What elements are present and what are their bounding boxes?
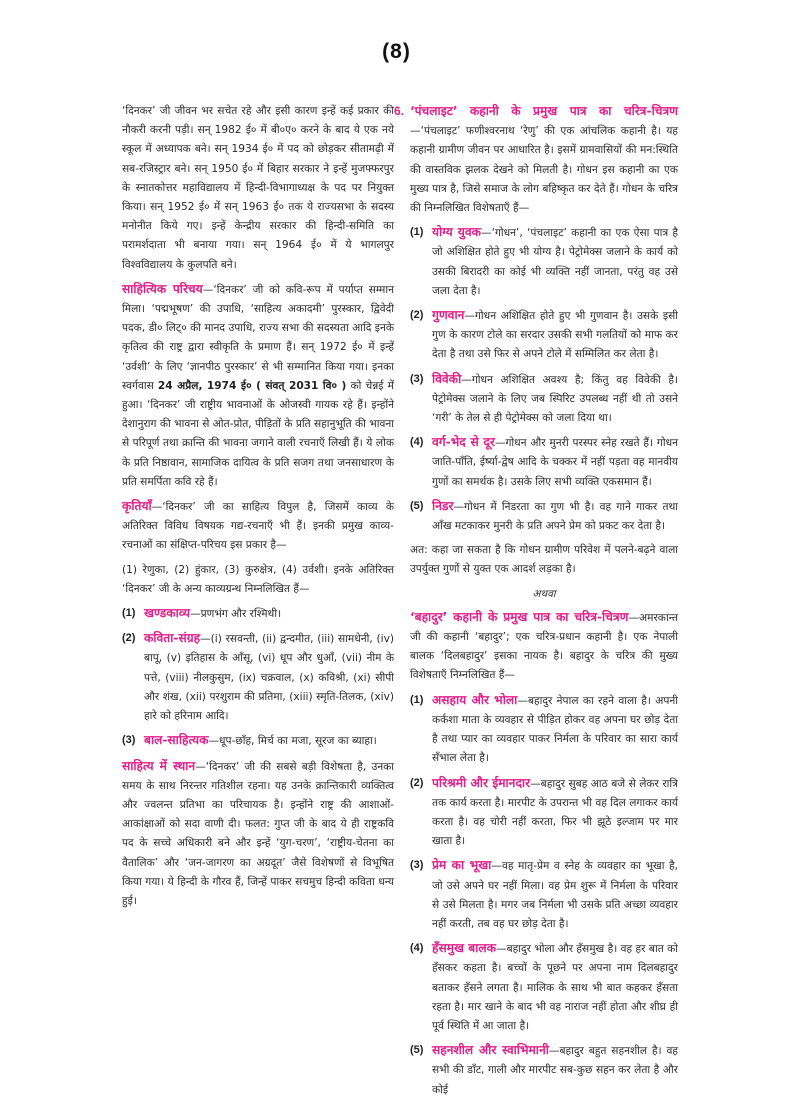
death-date: 24 अप्रैल, 1974 ई० ( संवत् 2031 वि० ) <box>157 379 347 392</box>
list-item <box>122 731 394 751</box>
list-item-heading: हँसमुख बालक <box>432 941 496 956</box>
question-6-heading: ‘पंचलाइट’ कहानी के प्रमुख पात्र का चरित्र-चित्रण <box>410 104 678 118</box>
question-number: 6. <box>394 104 405 118</box>
list-item-number: (1) <box>410 226 424 239</box>
list-item-text: —धूप-छाँह, मिर्च का मजा, सूरज का ब्याहा। <box>208 735 377 748</box>
list-item <box>410 223 678 301</box>
list-item-heading: असहाय और भोला <box>432 692 518 707</box>
bahadur-section <box>410 608 678 686</box>
or-divider: अथवा <box>532 587 556 600</box>
list-item-heading: कविता-संग्रह <box>144 631 201 646</box>
list-item <box>410 1041 678 1100</box>
list-item-number: (5) <box>410 1044 424 1057</box>
list-item <box>410 306 678 365</box>
right-column <box>394 102 679 1105</box>
literary-place-text: —‘दिनकर’ जी की सबसे बड़ी विशेषता है, उनका समय के साथ निरन्तर गतिशील रहना। यह उनके क्रान्तिकारी व्यक्तित्व और ज्वलन्त प्रतिभा का परिचायक है। इन्होंने राष्ट्र की आशाओं-आकांक्षाओं को सदा वाणी दी। फलत: गुप्त जी के बाद ये ही राष्ट्रकवि पद के सच्चे अधिकारी बने और इन्हें ‘युग-चरण’, ‘राष्ट्रीय-चेतना का वैतालिक’ और ‘जन-जागरण का अग्रदूत’ जैसे विशेषणों से विभूषित किया गया। ये हिन्दी के गौरव हैं, जिन्हें पाकर सचमुच हिन्दी कविता धन्य हुई। <box>122 760 395 907</box>
list-item-text: —बहादुर सुबह आठ बजे से लेकर रात्रि तक कार्य करता है। मारपीट के उपरान्त भी वह दिल लगाकर कार्य करता है। वह चोरी नहीं करता, फिर भी झूठे इल्जाम पर मार खाता है। <box>432 777 678 848</box>
list-item-number: (5) <box>410 499 424 512</box>
question-6-section <box>394 102 678 218</box>
list-item <box>410 774 678 852</box>
list-item-text: —बहादुर बहुत सहनशील है। वह सभी की डाँट, गाली और मारपीट सब-कुछ सहन कर लेता है और कोई <box>432 1045 678 1096</box>
works-main-list: (1) रेणुका, (2) हुंकार, (3) कुरुक्षेत्र, (4) उर्वशी। इनके अतिरिक्त ‘दिनकर’ जी के अन्य काव्यग्रन्थ निम्नलिखित हैं— <box>122 563 394 595</box>
list-item-text: —बहादुर भोला और हँसमुख है। वह हर बात को हँसकर कहता है। बच्चों के पूछने पर अपना नाम दिलबहादुर बताकर हँसने लगता है। मालिक के साथ भी बात कहकर हँसता रहता है। मार खाने के बाद भी वह नाराज नहीं होता और शीघ्र ही पूर्व स्थिति में आ जाता है। <box>432 943 679 1032</box>
list-item-number: (3) <box>410 859 424 872</box>
list-item <box>410 433 678 492</box>
works-text: —‘दिनकर’ जी का साहित्य विपुल है, जिसमें काव्य के अतिरिक्त विविध विषयक गद्य-रचनाएँ भी हैं। इनकी प्रमुख काव्य-रचनाओं का संक्षिप्त-परिचय इस प्रकार है— <box>122 501 394 552</box>
list-item-heading: खण्डकाव्य <box>144 606 191 621</box>
list-item-heading: प्रेम का भूखा <box>432 858 492 873</box>
list-item-text: —‘गोधन’, ‘पंचलाइट’ कहानी का एक ऐसा पात्र है जो अशिक्षित होते हुए भी योग्य है। पेट्रोमेक्स जलाने के कार्य को उसकी बिरादरी का कोई भी व्यक्ति नहीं जानता, परंतु वह उसे जला देता है। <box>432 227 678 297</box>
list-item-text: —प्रणभंग और रश्मिथी। <box>190 608 282 621</box>
list-item <box>122 604 394 624</box>
list-item-heading: विवेकी <box>432 371 462 386</box>
literary-place-heading: साहित्य में स्थान <box>122 758 196 773</box>
list-item <box>410 939 678 1036</box>
list-item-text: —गोधन और मुनरी परस्पर स्नेह रखते हैं। गोधन जाति-पाँति, ईर्ष्या-द्वेष आदि के चक्कर में नहीं पड़ता वह मानवीय गुणों का समर्थक है। उसके लिए सभी व्यक्ति एकसमान हैं। <box>432 437 678 488</box>
literary-intro-heading: साहित्यिक परिचय <box>122 281 203 296</box>
list-item-text: —गोधन में निडरता का गुण भी है। वह गाने गाकर तथा आँख मटकाकर मुनरी के प्रति अपने प्रेम को प्रकट कर देता है। <box>432 500 678 533</box>
list-item-number: (3) <box>122 734 136 747</box>
question-6-intro: —‘पंचलाइट’ फणीश्वरनाथ ‘रेणु’ की एक आंचलिक कहानी है। यह कहानी ग्रामीण जीवन पर आधारित है। इसमें ग्रामवासियों की मन:स्थिति की वास्तविक झलक देखने को मिलती है। गोधन इस कहानी का एक मुख्य पात्र है, जिसे समाज के लोग बहिष्कृत कर देते हैं। गोधन के चरित्र की निम्नलिखित विशेषताएँ हैं— <box>410 125 678 215</box>
list-item-heading: परिश्रमी और ईमानदार <box>432 775 531 790</box>
list-item-number: (4) <box>410 436 424 449</box>
list-item-heading: सहनशील और स्वाभिमानी <box>432 1043 549 1058</box>
list-item-text: —गोधन अशिक्षित अवश्य है; किंतु वह विवेकी है। पेट्रोमेक्स जलाने के लिए जब स्पिरिट उपलब्ध नहीं थी तो उसने ‘गरी’ के तेल से ही पेट्रोमेक्स को जला दिया था। <box>432 373 678 425</box>
literary-intro-text-cont: को चेन्नई में हुआ। ‘दिनकर’ जी राष्ट्रीय भावनाओं के ओजस्वी गायक रहे हैं। इन्होंने देशानुराग की भावना से ओत-प्रोत, पीड़ितों के प्रति सहानुभूति की भावना से परिपूर्ण तथा क्रान्ति की भावना जगाने वाली रचनाएँ लिखी हैं। ये लोक के प्रति निष्ठावान, सामाजिक दायित्व के प्रति सजग तथा जनसाधारण के प्रति समर्पिता कवि रहे हैं। <box>122 379 394 488</box>
bahadur-intro: —अमरकान्त जी की कहानी ‘बहादुर’; एक चरित्र-प्रधान कहानी है। एक नेपाली बालक ‘दिलबहादुर’ इसका नायक है। बहादुर के चरित्र की मुख्य विशेषताएँ निम्नलिखित हैं— <box>410 611 678 682</box>
works-section <box>122 497 394 556</box>
list-item-number: (2) <box>122 632 136 645</box>
list-item <box>410 370 678 429</box>
literary-place-section <box>122 757 394 912</box>
list-item <box>410 856 678 934</box>
list-item-number: (4) <box>410 942 424 955</box>
list-item-number: (1) <box>122 607 136 620</box>
list-item-heading: वर्ग-भेद से दूर <box>432 435 495 450</box>
bahadur-heading: ‘बहादुर’ कहानी के प्रमुख पात्र का चरित्र-चित्रण <box>410 609 629 624</box>
question-6-conclusion: अत: कहा जा सकता है कि गोधन ग्रामीण परिवेश में पलने-बढ़ने वाला उपर्युक्त गुणों से युक्त एक आदर्श लड़का है। <box>410 544 678 576</box>
list-item-number: (1) <box>410 693 424 706</box>
list-item-number: (2) <box>410 309 424 322</box>
literary-intro-text: —‘दिनकर’ जी को कवि-रूप में पर्याप्त सम्मान मिला। ‘पद्मभूषण’ की उपाधि, ‘साहित्य अकादमी’ पुरस्कार, द्विवेदी पदक, डी० लिट्० की मानद उपाधि, राज्य सभा की सदस्यता आदि इनके कृतित्व की राष्ट्र द्वारा स्वीकृति के प्रमाण हैं। सन् 1972 ई० में इन्हें ‘उर्वशी’ के लिए ‘ज्ञानपीठ पुरस्कार’ से भी सम्मानित किया गया। इनका स्वर्गवास <box>122 283 394 392</box>
list-item-text: —वह मातृ-प्रेम व स्नेह के व्यवहार का भूखा है, जो उसे अपने घर नहीं मिला। वह प्रेम शुरू में निर्मला के परिवार से उसे मिलता है। मगर जब निर्मला भी उसके प्रति अच्छा व्यवहार नहीं करती, तब वह घर छोड़ देता है। <box>432 860 678 930</box>
list-item-heading: निडर <box>432 498 454 513</box>
left-column <box>122 102 394 916</box>
list-item-text: —बहादुर नेपाल का रहने वाला है। अपनी कर्कशा माता के व्यवहार से पीड़ित होकर वह अपना घर छोड़ देता है तथा प्यार का व्यवहार पाकर निर्मला के परिवार का सारा कार्य सँभाल लेता है। <box>432 694 678 765</box>
literary-intro-section <box>122 280 394 492</box>
list-item <box>410 691 678 769</box>
list-item-number: (3) <box>410 372 424 385</box>
biography-paragraph: ‘दिनकर’ जी जीवन भर सचेत रहे और इसी कारण इन्हें कई प्रकार की नौकरी करनी पड़ी। सन् 1982 ई० में बी०ए० करने के बाद ये एक नये स्कूल में अध्यापक बने। सन् 1934 ई० में पद को छोड़कर सीतामढ़ी में सब-रजिस्ट्रार बने। सन् 1950 ई० में बिहार सरकार ने इन्हें मुजफ्फरपुर के स्नातकोत्तर महाविद्यालय में हिन्दी-विभागाध्यक्ष के पद पर नियुक्त किया। सन् 1952 ई० में सन् 1963 ई० तक ये राज्यसभा के सदस्य मनोनीत किये गए। इन्हें केन्द्रीय सरकार की हिन्दी-समिति का परामर्शदाता भी बनाया गया। सन् 1964 ई० में ये भागलपुर विश्वविद्यालय के कुलपति बने। <box>122 105 394 271</box>
list-item-number: (2) <box>410 776 424 789</box>
list-item-text: —(i) रसवन्ती, (ii) द्वन्दमीत, (iii) सामधेनी, (iv) बापू, (v) इतिहास के आँसू, (vi) धूप और धुआँ, (vii) नीम के पत्ते, (viii) नीलकुसुम, (ix) चक्रवाल, (x) कविश्री, (xi) सीपी और शंख, (xii) परशुराम की प्रतिमा, (xiii) स्मृति-तिलक, (xiv) हारे को हरिनाम आदि। <box>144 633 394 723</box>
list-item-heading: गुणवान <box>432 308 465 323</box>
works-heading: कृतियाँ <box>122 499 152 514</box>
list-item-text: —गोधन अशिक्षित होते हुए भी गुणवान है। उसके इसी गुण के कारण टोले का सरदार उसकी सभी गलतियों को माफ कर देता है तथा उसे फिर से अपने टोले में सम्मिलित कर लेता है। <box>432 310 678 361</box>
page-number: (8) <box>382 40 411 63</box>
list-item-heading: योग्य युवक <box>432 225 481 240</box>
list-item-heading: बाल-साहित्यक <box>144 733 209 748</box>
list-item <box>122 629 394 726</box>
list-item <box>410 497 678 536</box>
